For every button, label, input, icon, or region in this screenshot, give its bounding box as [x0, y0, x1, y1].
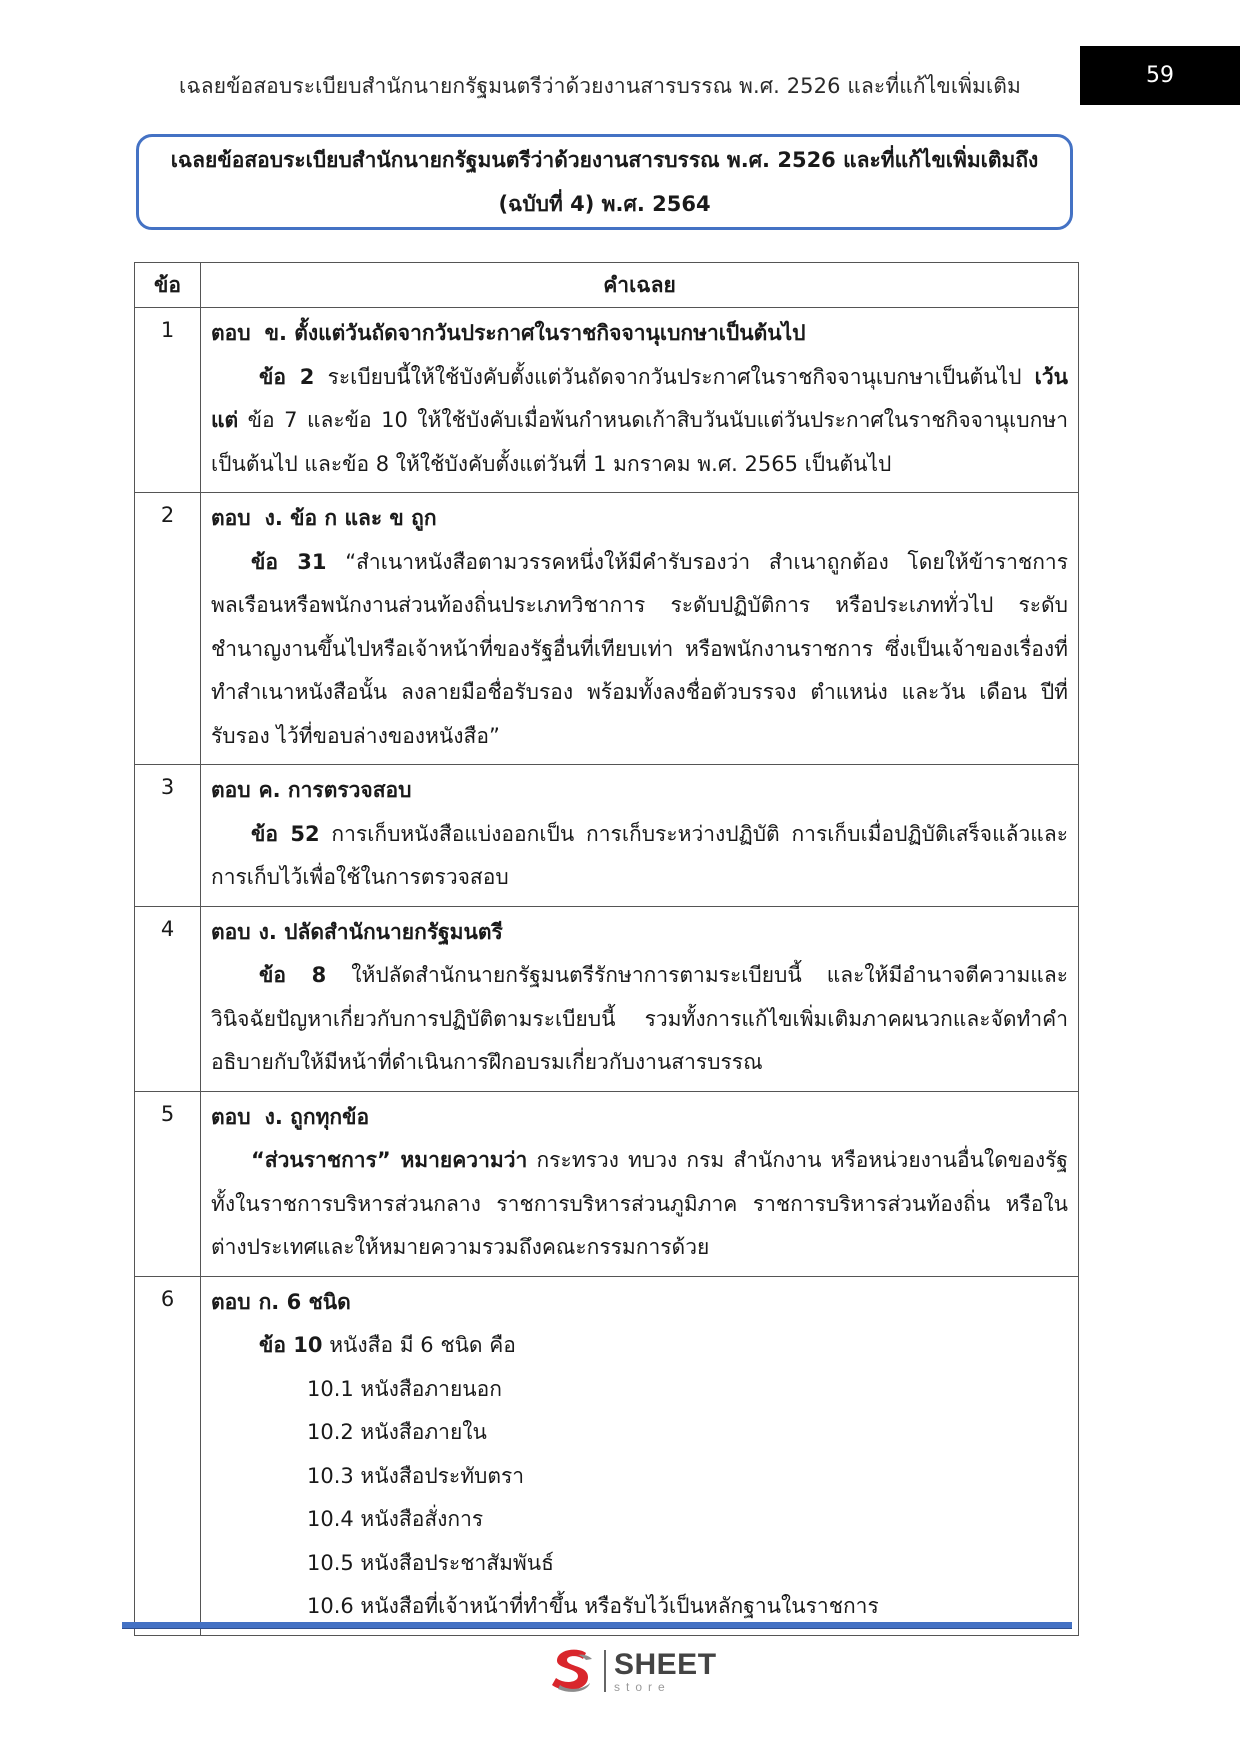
answer-line [211, 312, 1068, 356]
answer-line [211, 911, 1068, 955]
list-item: 10.4 หนังสือสั่งการ [307, 1507, 484, 1531]
explanation [211, 541, 1068, 759]
answer-choice: ง. ปลัดสำนักนายกรัฐมนตรี [258, 919, 503, 944]
answer-line [211, 1281, 1068, 1325]
table-row [135, 1276, 1079, 1635]
logo-wordmark [614, 1647, 717, 1694]
table-row [135, 493, 1079, 765]
row-answer [201, 765, 1079, 907]
table-header-row [135, 263, 1079, 308]
answer-choice: ง. ข้อ ก และ ข ถูก [264, 506, 437, 530]
footer-rule [122, 1622, 1072, 1629]
answer-line [211, 1096, 1068, 1140]
answer-choice: ค. การตรวจสอบ [258, 778, 412, 802]
answer-line [211, 769, 1068, 813]
list-item: 10.5 หนังสือประชาสัมพันธ์ [307, 1550, 554, 1575]
answer-prefix: ตอบ [211, 778, 251, 802]
row-answer [201, 308, 1079, 493]
answer-prefix: ตอบ [211, 1289, 251, 1314]
explanation-text: “สำเนาหนังสือตามวรรคหนึ่งให้มีคำรับรองว่า สำเนาถูกต้อง โดยให้ข้าราชการพลเรือนหรือพนักงานส่วนท้องถิ่นประเภทวิชาการ ระดับปฏิบัติการ หรือประเภททั่วไป ระดับชำนาญงานขึ้นไปหรือเจ้าหน้าที่ของรัฐอื่นที่เทียบเท่า หรือพนักงานราชการ ซึ่งเป็นเจ้าของเรื่องที่ทำสำเนาหนังสือนั้น ลงลายมือชื่อรับรอง พร้อมทั้งลงชื่อตัวบรรจง ตำแหน่ง และวัน เดือน ปีที่รับรอง ไว้ที่ขอบล่างของหนังสือ” [211, 549, 1068, 748]
reference-label: ข้อ 31 [251, 549, 327, 574]
column-header-answer: คำเฉลย [201, 263, 1079, 308]
row-answer [201, 1276, 1079, 1635]
logo-text: SHEET [614, 1647, 717, 1681]
explanation-text: ให้ปลัดสำนักนายกรัฐมนตรีรักษาการตามระเบียบนี้ และให้มีอำนาจตีความและวินิจฉัยปัญหาเกี่ยวกับการปฏิบัติตามระเบียบนี้ รวมทั้งการแก้ไขเพิ่มเติมภาคผนวกและจัดทำคำอธิบายกับให้มีหน้าที่ดำเนินการฝึกอบรมเกี่ยวกับงานสารบรรณ [211, 963, 1068, 1074]
explanation [211, 954, 1068, 1085]
logo-subtext: store [614, 1679, 671, 1694]
row-number: 1 [135, 308, 201, 493]
explanation-text: กระทรวง ทบวง กรม สำนักงาน หรือหน่วยงานอื่นใดของรัฐทั้งในราชการบริหารส่วนกลาง ราชการบริหารส่วนภูมิภาค ราชการบริหารส่วนท้องถิ่น หรือในต่างประเทศและให้หมายความรวมถึงคณะกรรมการด้วย [211, 1148, 1068, 1259]
logo-divider [604, 1650, 606, 1692]
title-line-2: (ฉบับที่ 4) พ.ศ. 2564 [498, 192, 711, 216]
table-row [135, 906, 1079, 1091]
document-type-list [211, 1368, 1068, 1629]
explanation [211, 813, 1068, 900]
list-item: 10.1 หนังสือภายนอก [307, 1376, 502, 1401]
explanation-text: หนังสือ มี 6 ชนิด คือ [329, 1333, 516, 1357]
explanation [211, 1139, 1068, 1270]
row-number: 5 [135, 1091, 201, 1276]
row-number: 4 [135, 906, 201, 1091]
reference-label: ข้อ 2 [259, 364, 315, 389]
answer-prefix: ตอบ [211, 919, 251, 944]
answer-prefix: ตอบ [211, 321, 251, 345]
row-answer [201, 1091, 1079, 1276]
explanation-text: ระเบียบนี้ให้ใช้บังคับตั้งแต่วันถัดจากวันประกาศในราชกิจจานุเบกษาเป็นต้นไป [327, 364, 1022, 389]
explanation-text-2: ข้อ 7 และข้อ 10 ให้ใช้บังคับเมื่อพ้นกำหนดเก้าสิบวันนับแต่วันประกาศในราชกิจจานุเบกษา เป็นต้นไป และข้อ 8 ให้ใช้บังคับตั้งแต่วันที่ 1 มกราคม พ.ศ. 2565 เป็นต้นไป [211, 408, 1068, 476]
answer-prefix: ตอบ [211, 506, 251, 530]
sheet-s-icon [548, 1645, 598, 1697]
answer-choice: ข. ตั้งแต่วันถัดจากวันประกาศในราชกิจจานุเบกษาเป็นต้นไป [264, 321, 806, 345]
table-row [135, 308, 1079, 493]
list-item: 10.3 หนังสือประทับตรา [307, 1463, 525, 1488]
table-row [135, 765, 1079, 907]
explanation [211, 356, 1068, 487]
reference-label: ข้อ 10 [259, 1333, 323, 1357]
explanation-text: การเก็บหนังสือแบ่งออกเป็น การเก็บระหว่างปฏิบัติ การเก็บเมื่อปฏิบัติเสร็จแล้วและการเก็บไว้เพื่อใช้ในการตรวจสอบ [211, 821, 1068, 889]
answer-choice: ก. 6 ชนิด [258, 1289, 351, 1314]
answer-table [134, 262, 1079, 1636]
exception-label: เว้นแต่ [211, 364, 1068, 432]
column-header-no: ข้อ [135, 263, 201, 308]
row-answer [201, 493, 1079, 765]
table-row [135, 1091, 1079, 1276]
list-item: 10.6 หนังสือที่เจ้าหน้าที่ทำขึ้น หรือรับไว้เป็นหลักฐานในราชการ [307, 1594, 879, 1618]
answer-choice: ง. ถูกทุกข้อ [264, 1104, 370, 1129]
row-number: 6 [135, 1276, 201, 1635]
page-number: 59 [1080, 46, 1240, 105]
row-answer [201, 906, 1079, 1091]
sheet-store-logo [548, 1645, 717, 1697]
title-line-1: เฉลยข้อสอบระเบียบสำนักนายกรัฐมนตรีว่าด้วยงานสารบรรณ พ.ศ. 2526 และที่แก้ไขเพิ่มเติมถึง [170, 148, 1039, 172]
definition-label: “ส่วนราชการ” หมายความว่า [251, 1148, 528, 1172]
reference-label: ข้อ 8 [259, 963, 327, 987]
list-item: 10.2 หนังสือภายใน [307, 1420, 487, 1444]
answer-prefix: ตอบ [211, 1104, 251, 1129]
title-box [136, 134, 1073, 230]
explanation [211, 1324, 1068, 1368]
reference-label: ข้อ 52 [251, 821, 320, 846]
row-number: 3 [135, 765, 201, 907]
row-number: 2 [135, 493, 201, 765]
answer-line [211, 497, 1068, 541]
running-header: เฉลยข้อสอบระเบียบสำนักนายกรัฐมนตรีว่าด้วยงานสารบรรณ พ.ศ. 2526 และที่แก้ไขเพิ่มเติม [179, 74, 1021, 98]
